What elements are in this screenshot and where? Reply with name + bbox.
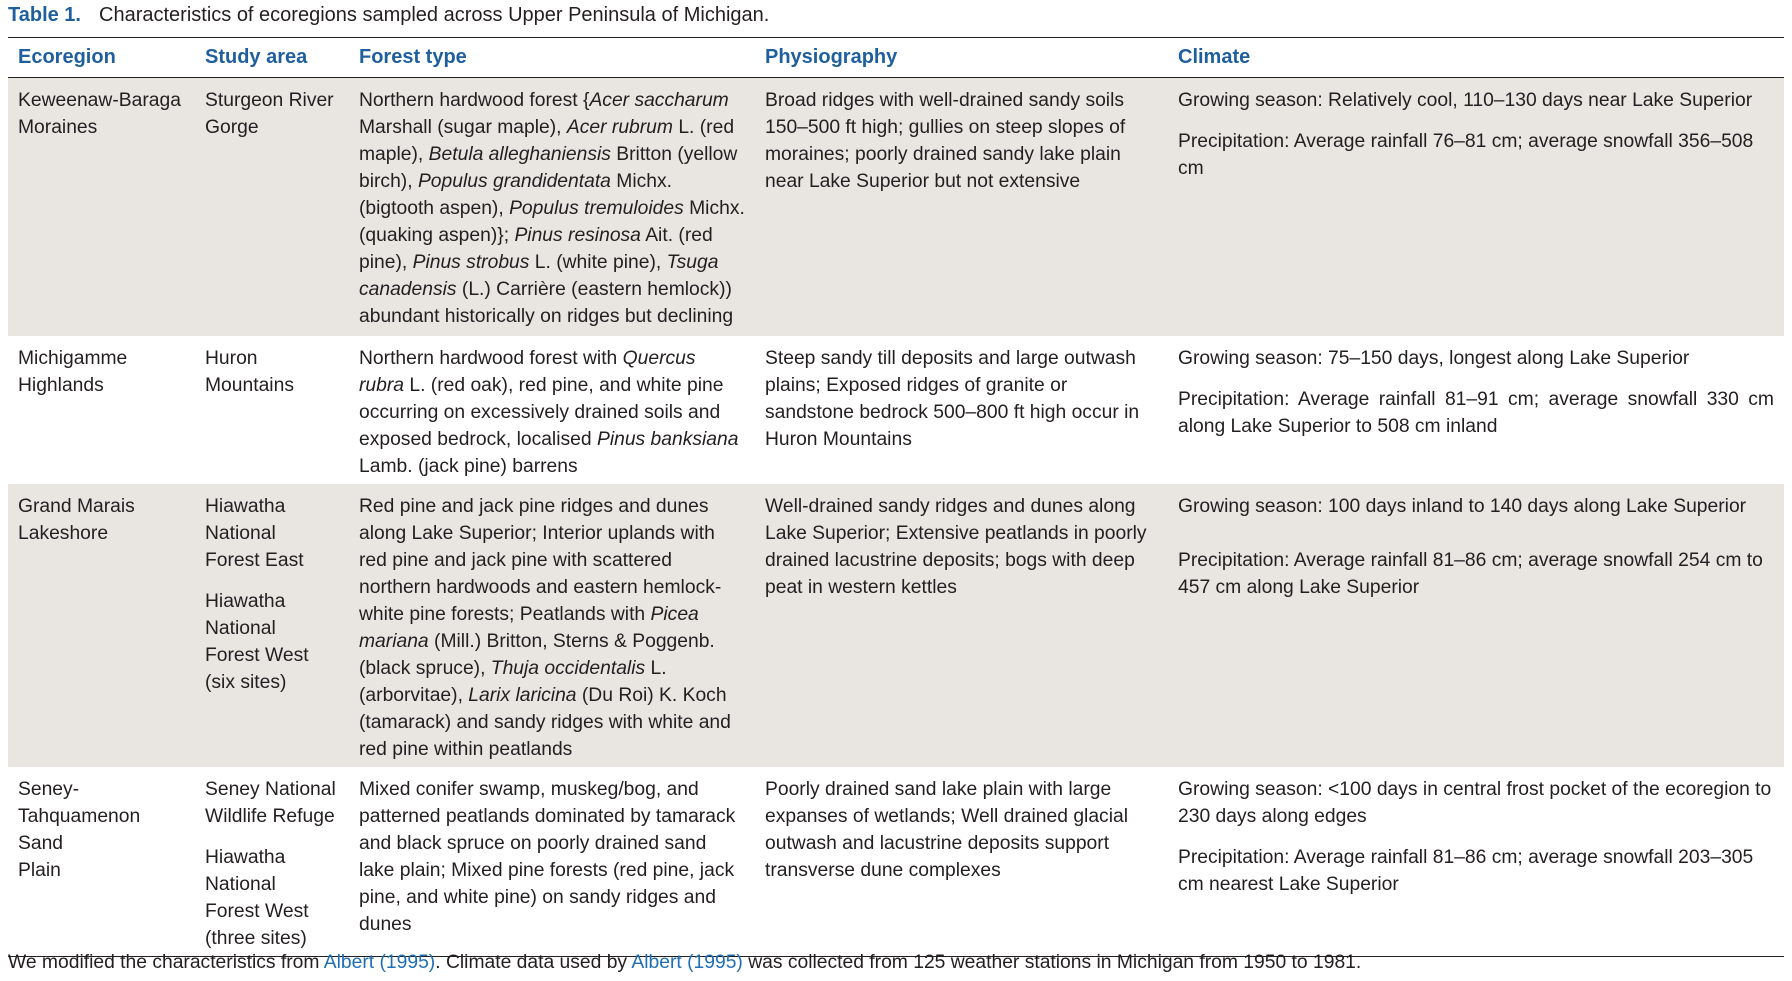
text-run: (Du Roi) K. Koch (tamarack) and sandy ridges with white and red pine within peatlands [359, 684, 731, 760]
text-run: Red pine and jack pine ridges and dunes along Lake Superior; Interior uplands with red pine and jack pine with scattered northern hardwoods and eastern hemlock-white pine forests; Peatlands with [359, 495, 722, 625]
species-name: Picea mariana [359, 603, 699, 652]
species-name: Populus grandidentata [417, 171, 611, 192]
table-row [8, 78, 1784, 336]
cell-physiography: Poorly drained sand lake plain with large expanses of wetlands; Well drained glacial outwash and lacustrine deposits support transverse dune complexes [755, 767, 1168, 957]
text-run: Michx. (quaking aspen)}; [359, 198, 745, 246]
cell-study-area: Seney National Wildlife Refuge Hiawatha National Forest West (three sites) [195, 767, 349, 957]
table-row [8, 484, 1784, 767]
table-row [8, 767, 1784, 957]
text-run: Northern hardwood forest { [359, 90, 590, 111]
species-name: Pinus banksiana [596, 428, 739, 450]
species-name: Pinus resinosa [514, 225, 641, 246]
cell-forest-type [349, 78, 755, 336]
table-footnote: We modified the characteristics from Albert (1995). Climate data used by Albert (1995) was collected from 125 weather stations in Michigan from 1950 to 1981. [8, 952, 1362, 973]
cell-climate [1168, 484, 1784, 767]
text-run: (Mill.) Britton, Sterns & Poggenb. (black spruce), [359, 630, 715, 679]
text-run: Mixed conifer swamp, muskeg/bog, and patterned peatlands dominated by tamarack and black spruce on poorly drained sand lake plain; Mixed pine forests (red pine, jack pine, and white pine) on sandy ridges and dunes [359, 778, 736, 935]
precipitation: Precipitation: Average rainfall 81–86 cm; average snowfall 254 cm to 457 cm along Lake Superior [1178, 549, 1763, 598]
text-run: L. (white pine), [529, 252, 667, 273]
table-title: Characteristics of ecoregions sampled across Upper Peninsula of Michigan. [99, 4, 770, 26]
header-climate: Climate [1168, 38, 1784, 78]
cell-forest-type [349, 336, 755, 484]
text-run: Marshall (sugar maple), [359, 117, 567, 138]
header-study-area: Study area [195, 38, 349, 78]
text-run: Britton (yellow birch), [359, 144, 738, 192]
cell-ecoregion: Seney- Tahquamenon Sand Plain [8, 767, 195, 957]
species-name: Larix laricina [468, 684, 577, 706]
species-name: Thuja occidentalis [490, 657, 646, 679]
cell-study-area: Sturgeon River Gorge [195, 78, 349, 336]
precipitation: Precipitation: Average rainfall 81–86 cm; average snowfall 203–305 cm nearest Lake Superior [1178, 846, 1754, 895]
precipitation: Precipitation: Average rainfall 81–91 cm; average snowfall 330 cm along Lake Superior to 508 cm inland [1178, 388, 1774, 437]
text-run: Ait. (red pine), [359, 225, 713, 273]
cell-study-area: Hiawatha National Forest East Hiawatha National Forest West (six sites) [195, 484, 349, 767]
cell-physiography: Steep sandy till deposits and large outwash plains; Exposed ridges of granite or sandstone bedrock 500–800 ft high occur in Huron Mountains [765, 347, 1140, 450]
header-forest-type: Forest type [349, 38, 755, 78]
cell-physiography: Broad ridges with well-drained sandy soils 150–500 ft high; gullies on steep slopes of moraines; poorly drained sandy lake plain near Lake Superior but not extensive [755, 78, 1168, 336]
text-run: (L.) Carrière (eastern hemlock)) abundant historically on ridges but declining [359, 279, 734, 327]
growing-season: Growing season: <100 days in central frost pocket of the ecoregion to 230 days along edges [1178, 778, 1772, 827]
table-caption [8, 2, 769, 28]
text-run: Lamb. (jack pine) barrens [359, 455, 578, 477]
species-name: Acer rubrum [566, 117, 673, 138]
forest-type-text [359, 345, 745, 480]
growing-season: Growing season: 75–150 days, longest along Lake Superior [1178, 347, 1690, 369]
text-run: L. (red maple), [359, 117, 735, 165]
species-name: Quercus rubra [359, 347, 696, 396]
precipitation: Precipitation: Average rainfall 76–81 cm; average snowfall 356–508 cm [1178, 131, 1754, 179]
table-row [8, 336, 1784, 484]
ecoregion-table [8, 37, 1784, 957]
cell-climate [1168, 336, 1784, 484]
text-run: L. (arborvitae), [359, 657, 667, 706]
header-row [8, 38, 1784, 78]
text-run: Michx. (bigtooth aspen), [359, 171, 672, 219]
forest-type-text [359, 493, 745, 763]
species-name: Tsuga canadensis [359, 252, 719, 300]
cell-physiography: Well-drained sandy ridges and dunes along Lake Superior; Extensive peatlands in poorly drained lacustrine deposits; bogs with deep peat in western kettles [755, 484, 1168, 767]
cell-climate [1168, 767, 1784, 957]
species-name: Acer saccharum [589, 90, 729, 111]
forest-type-text [359, 87, 745, 330]
cell-forest-type [349, 767, 755, 957]
header-ecoregion: Ecoregion [8, 38, 195, 78]
forest-type-text [359, 776, 745, 938]
text-run: Northern hardwood forest with [359, 347, 623, 369]
text-run: L. (red oak), red pine, and white pine occurring on excessively drained soils and exposed bedrock, localised [359, 374, 724, 450]
cell-forest-type [349, 484, 755, 767]
reference-link[interactable]: Albert (1995) [323, 952, 436, 973]
table-label: Table 1. [8, 4, 81, 26]
cell-ecoregion: Michigamme Highlands [18, 347, 128, 396]
cell-study-area: Huron Mountains [205, 347, 294, 396]
species-name: Pinus strobus [412, 252, 530, 273]
header-physiography: Physiography [755, 38, 1168, 78]
reference-link[interactable]: Albert (1995) [631, 952, 743, 973]
cell-climate [1168, 78, 1784, 336]
cell-ecoregion: Grand Marais Lakeshore [8, 484, 195, 767]
cell-ecoregion: Keweenaw-Baraga Moraines [8, 78, 195, 336]
species-name: Populus tremuloides [509, 198, 684, 219]
growing-season: Growing season: Relatively cool, 110–130 days near Lake Superior [1178, 90, 1753, 111]
species-name: Betula alleghaniensis [428, 144, 611, 165]
growing-season: Growing season: 100 days inland to 140 days along Lake Superior [1178, 495, 1747, 517]
